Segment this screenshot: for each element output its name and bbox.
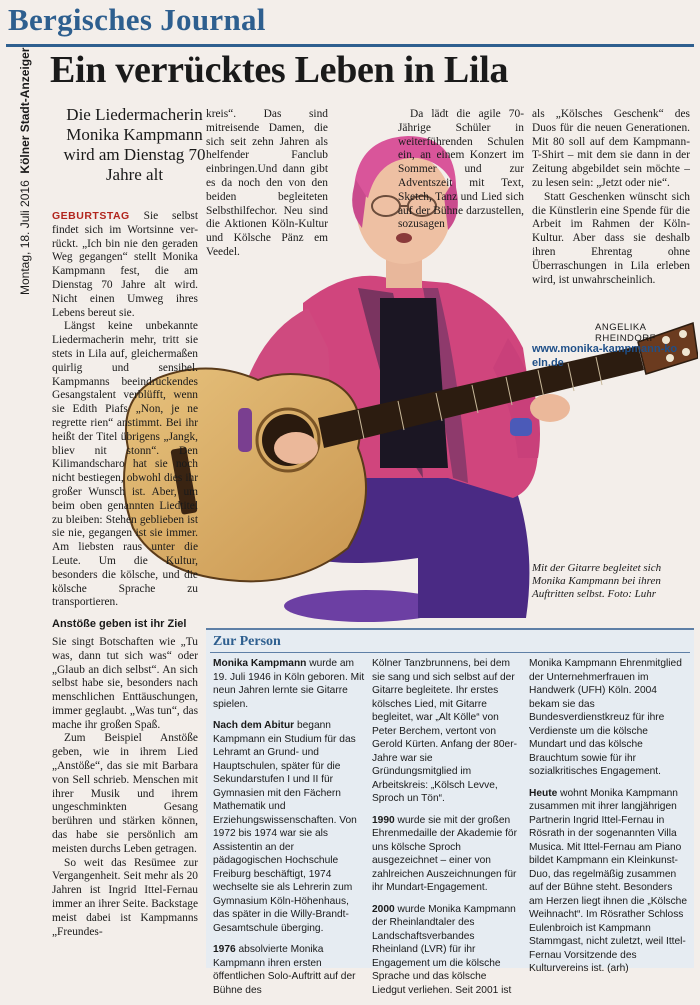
paragraph: als „Kölsches Geschenk“ des Duos für die neuen Generationen. Mit 80 soll auf dem Kampmann-T-Shirt – mit dem sie dann in der Zeitung abgebildet sein möchte – zu lesen sein: „Jetzt oder nie“. bbox=[532, 108, 690, 189]
zur-person-paragraph bbox=[529, 657, 687, 779]
article-column-2 bbox=[206, 108, 328, 260]
zur-person-text: wohnt Monika Kampmann zusammen mit ihrer langjährigen Partnerin Ingrid Ittel-Fernau in Rösrath in der sogenannten Villa Musica. Mit Ittel-Fernau am Piano bildet Kampmann ein Kleinkunst-Duo, das regelmäßig zusammen auf der Bühne steht. Besonders am Herzen liegt ihnen die „Kölsche Weihnacht“. Im Rösrather Schloss Eulenbroich ist Kampmann Stammgast, nicht zuletzt, weil Ittel-Fernau Vorsitzende des Kulturvereins ist. (arh) bbox=[529, 787, 687, 974]
paragraph: Zum Beispiel Anstöße geben, wie in ihrem Lied „Anstöße“, das sie mit Barbara von Sell schrieb. Menschen mit ihrer Musik und ihrem ungeschminkten Gesang berühren und stärken können, das habe sie persönlich am meisten durchs Leben getragen. bbox=[52, 732, 198, 855]
zur-person-paragraph bbox=[372, 903, 520, 998]
zur-person-column-3 bbox=[529, 657, 687, 984]
zur-person-lead: Monika Kampmann bbox=[213, 658, 307, 669]
photo-caption: Mit der Gitarre begleitet sich Monika Kampmann bei ihren Auftritten selbst. Foto: Luhr bbox=[532, 562, 662, 600]
zur-person-text: wurde Monika Kampmann der Rheinlandtaler des Landschaftsverbandes Rheinland (LVR) für ihr Engagement um die kölsche Sprache und das kölsche Liedgut verliehen. Seit 2001 ist bbox=[372, 903, 516, 996]
headline: Ein verrücktes Leben in Lila bbox=[50, 49, 509, 91]
zur-person-paragraph bbox=[372, 657, 520, 806]
dateline-paper: Kölner Stadt-Anzeiger bbox=[18, 47, 32, 174]
zur-person-paragraph bbox=[372, 814, 520, 895]
zur-person-paragraph bbox=[529, 787, 687, 976]
website-link[interactable]: www.monika-kampmann-koeln.de bbox=[532, 343, 678, 369]
zur-person-text: wurde am 19. Juli 1946 in Köln geboren. Mit neun Jahren lernte sie Gitarre spielen. bbox=[213, 658, 365, 710]
zur-person-lead: Heute bbox=[529, 787, 558, 799]
paragraph: So weit das Resümee zur Vergangenheit. Seit mehr als 20 Jahren ist Ingrid Ittel-Fernau immer an ihrer Seite. Backstage meist dabei ist Kampmanns „Freundes- bbox=[52, 856, 198, 938]
zur-person-lead: Nach dem Abitur bbox=[213, 720, 295, 731]
zur-person-lead: 1990 bbox=[372, 814, 395, 826]
paragraph: kreis“. Das sind mitreisende Damen, die sich seit zehn Jahren als helfender Fanclub einbringen.Und dann gibt es da noch den von den beiden begleiteten Selbsthilfechor. Neu sind die Aktionen Köln-Kultur und Kölsche Pänz em Veedel. bbox=[206, 108, 328, 258]
paragraph: Sie selbst findet sich im Wortsinne ver-rückt. „Ich bin nie den geraden Weg gegangen“ stellt Monika Kampmann fest, die am Dienstag 70 Jahre alt wird. Nicht einen Umweg ihres Lebens bereut sie. bbox=[52, 210, 198, 319]
zur-person-text: Monika Kampmann Ehrenmitglied der Unternehmerfrauen im Handwerk (UFH) Köln. 2004 bekam sie das Bundesverdienstkreuz für ihre Verdienste um die kölsche Mundart und das kölsche Brauchtum sowie für ihr sozialkritisches Engagement. bbox=[529, 658, 682, 777]
subheadline: Die Liedermacherin Monika Kampmann wird am Dienstag 70 Jahre alt bbox=[63, 105, 206, 184]
dateline bbox=[18, 47, 46, 295]
zur-person-lead: 2000 bbox=[372, 903, 395, 915]
zur-person-title: Zur Person bbox=[213, 634, 281, 649]
article-column-3 bbox=[398, 108, 524, 232]
zur-person-paragraph bbox=[213, 657, 365, 711]
zur-person-paragraph bbox=[213, 719, 365, 935]
zur-person-column-2 bbox=[372, 657, 520, 1005]
paragraph: Statt Geschenken wünscht sich die Künstlerin eine Spende für die Arbeit im Rahmen der Köln-Kultur. Aber dass sie deshalb ihren Ehrentag ohne Überraschungen in Lila erleben wird, ist unwahrscheinlich. bbox=[532, 190, 690, 286]
paragraph: Da lädt die agile 70-Jährige Schüler in weiterführenden Schulen ein, an einem Konzert im Sommer und zur Adventszeit mit Text, Sketch, Tanz und Lied sich auf der Bühne darzustellen, sozusagen bbox=[398, 108, 524, 231]
byline: ANGELIKA RHEINDORF bbox=[595, 322, 656, 344]
zur-person-text: wurde sie mit der großen Ehrenmedaille der Akademie för uns kölsche Sproch ausgezeichnet – einer von zahlreichen Auszeichnungen für ihr Mundart-Engagement. bbox=[372, 814, 517, 893]
zur-person-lead: 1976 bbox=[213, 944, 236, 955]
kicker: GEBURTSTAG bbox=[52, 210, 130, 222]
masthead-rule bbox=[6, 44, 694, 47]
article-column-4 bbox=[532, 108, 690, 287]
zur-person-column-1 bbox=[213, 657, 365, 1005]
zur-person-paragraph bbox=[213, 943, 365, 997]
section-masthead: Bergisches Journal bbox=[8, 2, 266, 37]
zur-person-rule bbox=[210, 652, 690, 653]
dateline-date: Montag, 18. Juli 2016 bbox=[18, 180, 32, 295]
article-column-1 bbox=[52, 210, 198, 939]
subheading: Anstöße geben ist ihr Ziel bbox=[52, 618, 187, 631]
zur-person-text: begann Kampmann ein Studium für das Lehramt an Grund- und Hauptschulen, später für die Sekundarstufen I und II für Gymnasien mit den Fächern Mathematik und Erziehungswissenschaften. Von 1972 bis 1974 war sie als Assistentin an der pädagogischen Hochschule Freiburg beschäftigt, 1974 wechselte sie als Lehrerin zum Gymnasium Köln-Höhenhaus, das später in die Willy-Brandt-Gesamtschule überging. bbox=[213, 720, 357, 934]
paragraph: Sie singt Botschaften wie „Tu was, dann tut sich was“ oder „Glaub an dich selbst“. An sich selbst habe sie, besonders nach menschlichen Enttäuschungen, immer geglaubt. „Was tun“, das mache ihr großen Spaß. bbox=[52, 635, 198, 731]
paragraph: Längst keine unbekannte Liedermacherin mehr, tritt sie stets in Lila auf, gleichermaßen quirlig und sensibel. Kampmanns beeindruckendes Gesangstalent verblüfft, wenn sie Edith Piafs „Non, je ne regrette rien“ anstimmt. Bei ihr heißt der Titel übrigens „Jangk, bliev nit stonn“. Den Kilimandscharo hat sie noch nicht bestiegen, obwohl dies ihr großer Wunsch ist. Aber, um beim oben genannten Liedtitel zu bleiben: Stehen geblieben ist sie nie, gegangen ist sie immer. Am liebsten raus unter die Leute. Um die Kultur, besonders die kölsche, und die kölsche Sprache zu transportieren. bbox=[52, 320, 198, 609]
zur-person-text: Kölner Tanzbrunnens, bei dem sie sang und sich selbst auf der Gitarre begleitete. Ihr erstes kölsches Lied, mit Gitarre begleitet, war „Alt Kölle“ von Peter Berchem, vertont von Gerold Kürten. Anfang der 80er-Jahre war sie Gründungsmitglied im Arbeitskreis: „Kölsch Levve, Sproch un Tön“. bbox=[372, 658, 517, 804]
zur-person-text: absolvierte Monika Kampmann ihren ersten öffentlichen Solo-Auftritt auf der Bühne des bbox=[213, 944, 356, 996]
